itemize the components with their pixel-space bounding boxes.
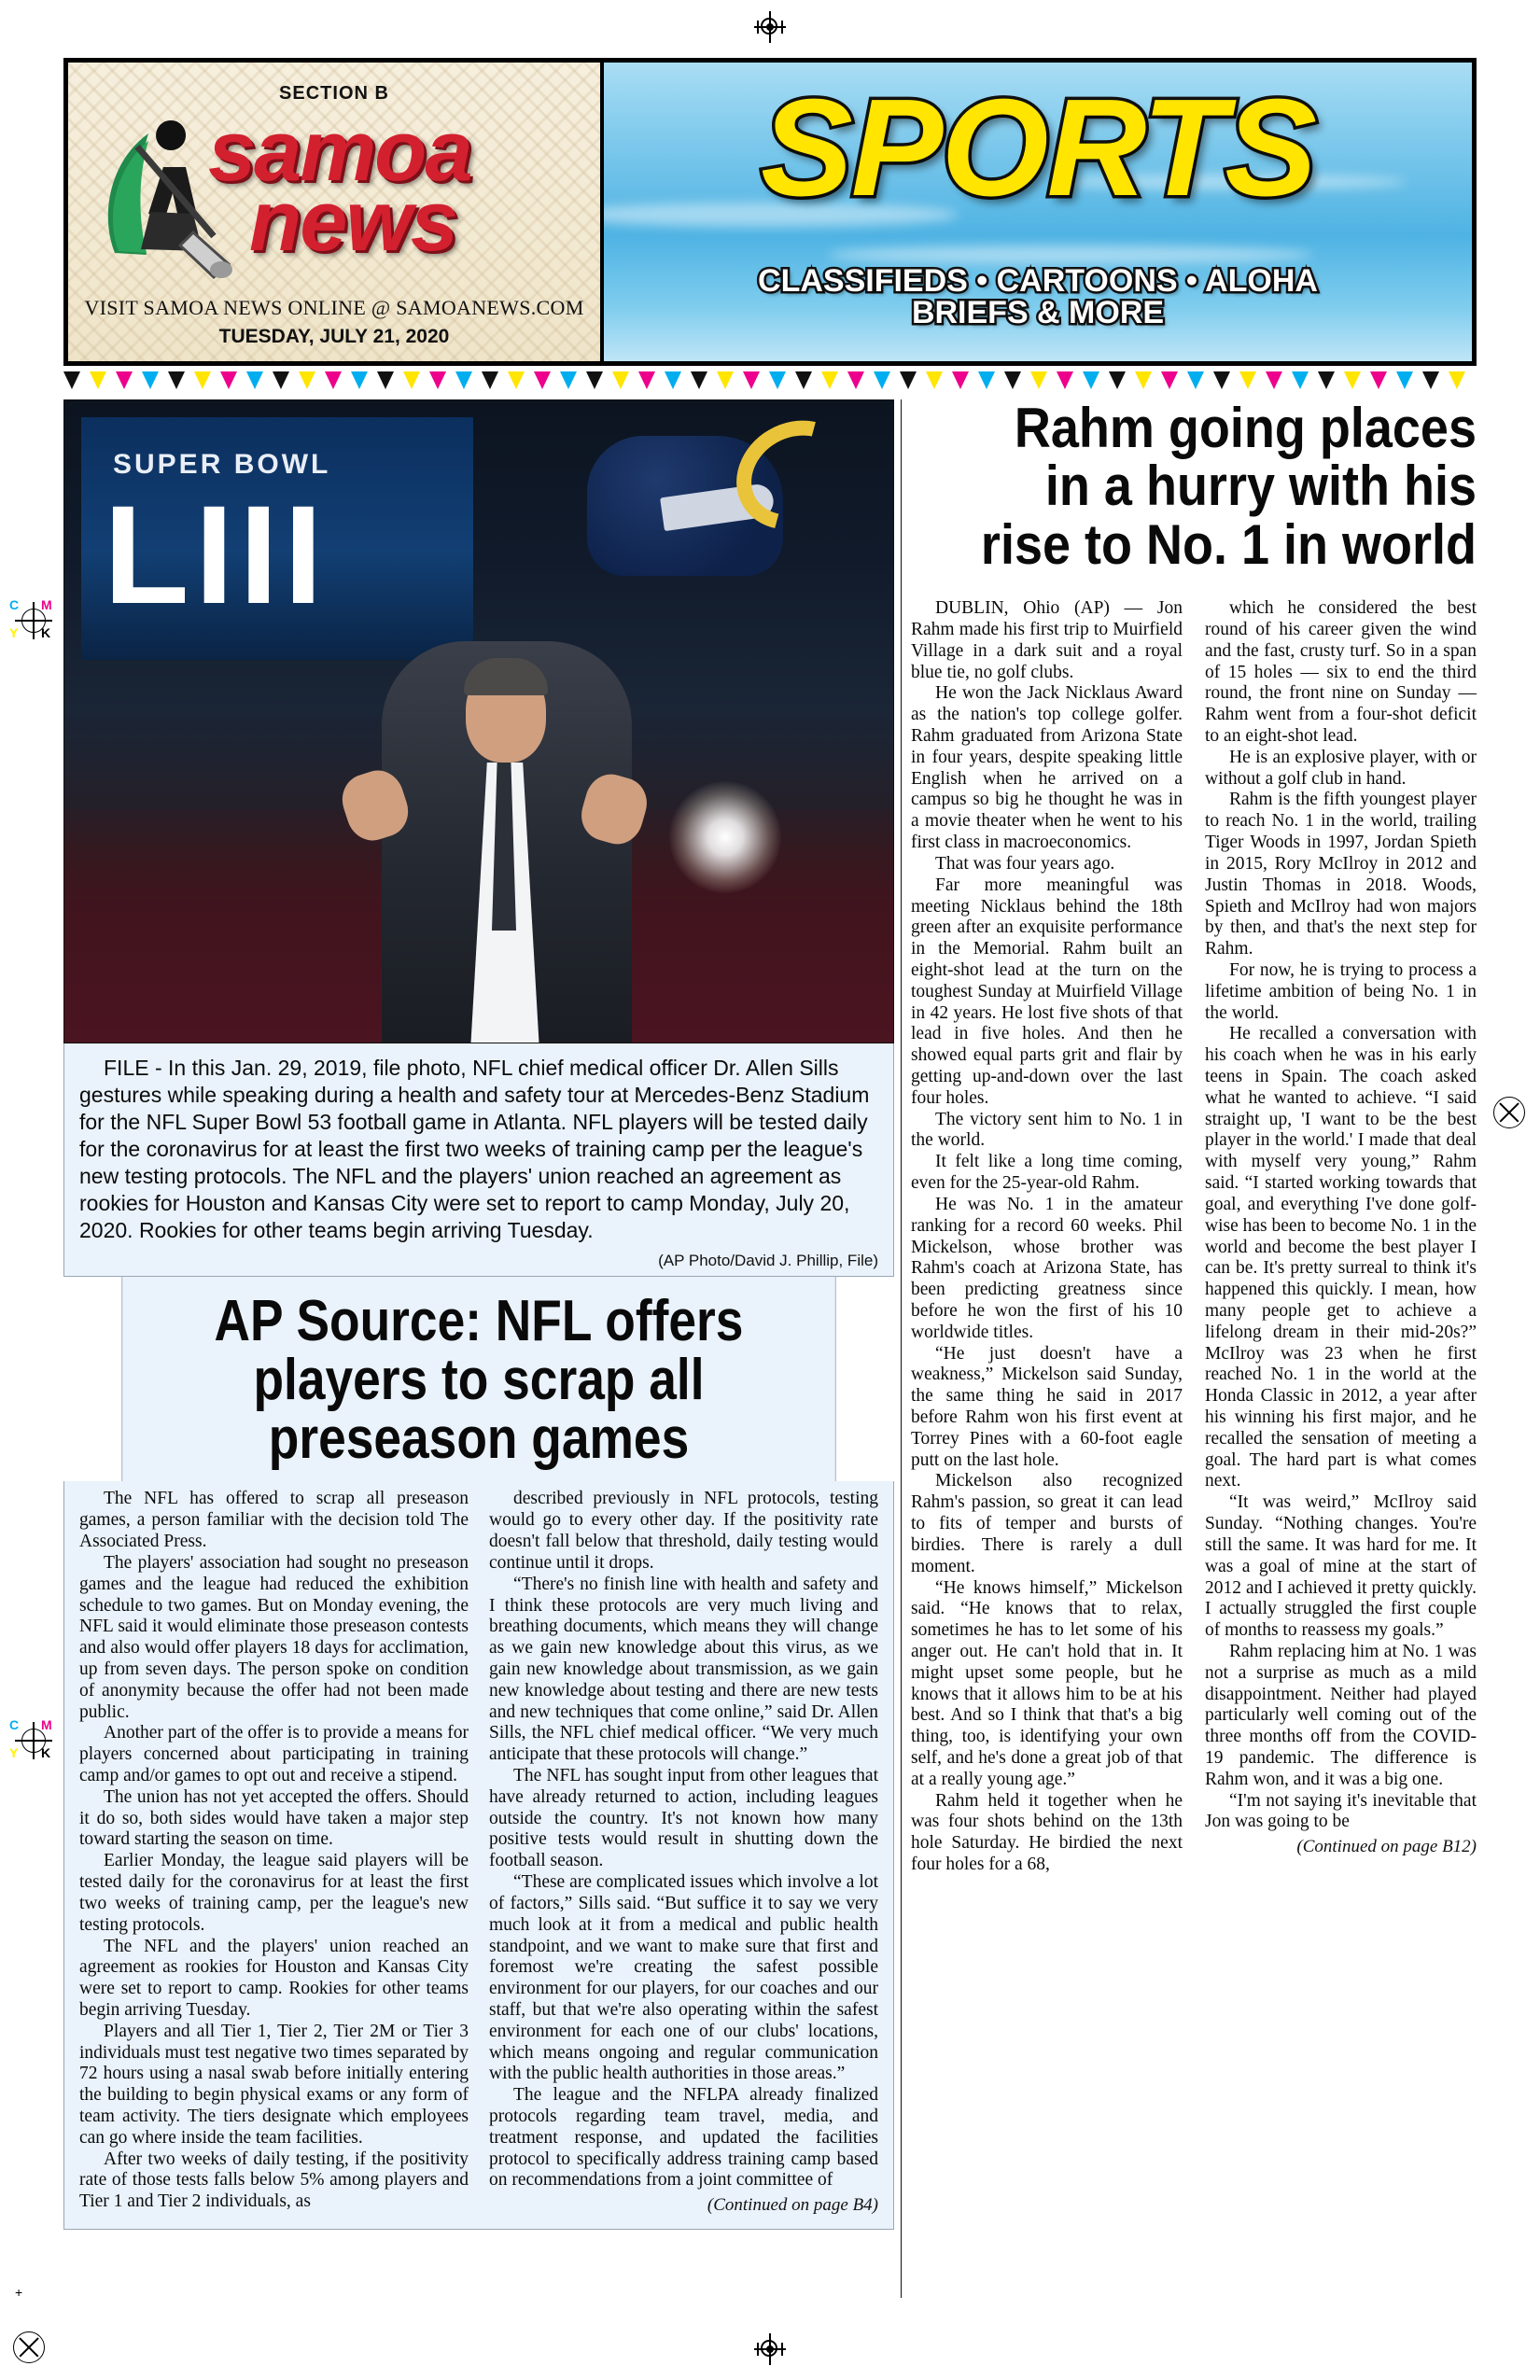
banner-sub-line-2: BRIEFS & MORE — [911, 295, 1165, 331]
newspaper-page — [63, 58, 1477, 2298]
photo-caption-text: FILE - In this Jan. 29, 2019, file photo, NFL chief medical officer Dr. Allen Sills gestures while speaking during a health and safety tour at Mercedes-Benz Stadium for the NFL Super Bowl 53 football game in Atlanta. NFL players will be tested daily for the coronavirus for at least the first two weeks of training camp per the league's new testing protocols. The NFL and the players' union reached an agreement as rookies for Houston and Kansas City were set to report to camp Monday, July 20, 2020. Rookies for other teams begin arriving Tuesday. — [79, 1056, 870, 1242]
body-paragraph: Another part of the offer is to provide a means for players concerned about participating in training camp and/or games to opt out and receive a stipend. — [79, 1723, 469, 1786]
body-paragraph: Mickelson also recognized Rahm's passion, so great it can lead to fits of temper and bursts of birdies. There is rarely a dull moment. — [911, 1471, 1183, 1576]
sports-banner-subtitle — [604, 262, 1472, 331]
color-triangle — [220, 371, 237, 389]
logo-word-news: news — [249, 174, 457, 270]
color-triangle — [847, 371, 864, 389]
body-paragraph: The victory sent him to No. 1 in the world. — [911, 1109, 1183, 1151]
body-paragraph: The union has not yet accepted the offers. Should it do so, both sides would have taken a major step toward starting the season on time. — [79, 1786, 469, 1850]
body-paragraph: “It was weird,” McIlroy said Sunday. “Nothing changes. You're still the same. It was hard for me. It was a goal of mine at the start of 2012 and I achieved it pretty quickly. I actually struggled the first couple of months to reassess my goals.” — [1205, 1492, 1477, 1641]
section-label: SECTION B — [279, 83, 389, 104]
color-triangle — [1422, 371, 1439, 389]
color-triangle — [508, 371, 525, 389]
body-paragraph: That was four years ago. — [935, 853, 1115, 874]
color-triangle — [665, 371, 681, 389]
photo-credit: (AP Photo/David J. Phillip, File) — [658, 1251, 878, 1269]
body-paragraph: Rahm replacing him at No. 1 was not a surprise as much as a mild disappointment. Neither had played particularly well coming out of the three months off from the COVID-19 pandemic. The difference is Rahm won, and it was a big one. — [1205, 1641, 1477, 1789]
body-paragraph: “He just doesn't have a weakness,” Mickelson said Sunday, the same thing he said in 2017 before Rahm won his first event at Torrey Pines with a 60-foot eagle putt on the last hole. — [911, 1343, 1183, 1470]
color-triangle — [1187, 371, 1204, 389]
cmyk-m-label: M — [41, 597, 52, 612]
color-triangle — [638, 371, 655, 389]
cmyk-k-label: K — [41, 625, 51, 640]
camera-flare — [669, 781, 781, 893]
color-triangle — [612, 371, 629, 389]
cmyk-c-label-2: C — [9, 1717, 20, 1732]
color-triangle — [455, 371, 472, 389]
color-triangle — [377, 371, 394, 389]
masthead — [63, 58, 1477, 366]
golf-body — [911, 598, 1477, 1876]
color-triangle — [586, 371, 603, 389]
body-paragraph: Far more meaningful was meeting Nicklaus behind the 18th green after an exquisite performance in the Memorial. Rahm built an eight-shot lead at the turn on the toughest Sunday at Muirfield Village in 42 years. He lost five shots of that lead in five holes. And then he showed equal parts grit and flair by getting up-and-down over the last four holes. — [911, 875, 1183, 1108]
body-paragraph: The league and the NFLPA already finalized protocols regarding team travel, media, and treatment response, and updated the facilities protocol to specifically address training camp based on recommendations from a joint committee of — [489, 2085, 878, 2191]
nfl-article-block — [63, 399, 894, 2230]
body-paragraph: described previously in NFL protocols, testing would go to every other day. If the positivity rate doesn't fall below that threshold, daily testing would continue until it drops. — [489, 1489, 878, 1573]
crosshair-mark-bottom-left — [13, 2331, 45, 2363]
color-triangle — [1266, 371, 1282, 389]
registration-target-bottom — [754, 2333, 786, 2365]
color-triangle — [978, 371, 995, 389]
body-paragraph: He is an explosive player, with or without a golf club in hand. — [1205, 747, 1477, 789]
color-registration-triangle-bar — [63, 371, 1477, 392]
color-triangle — [482, 371, 498, 389]
color-triangle — [926, 371, 943, 389]
cmyk-y-label: Y — [9, 625, 19, 640]
color-triangle — [168, 371, 185, 389]
cmyk-m-label-2: M — [41, 1717, 52, 1732]
color-triangle — [194, 371, 211, 389]
plus-mark: + — [15, 2285, 23, 2300]
logo-word-samoa: samoa — [208, 104, 471, 199]
super-bowl-numeral: LIII — [104, 476, 329, 633]
color-triangle — [743, 371, 760, 389]
color-triangle — [1135, 371, 1152, 389]
body-paragraph: “There's no finish line with health and safety and I think these protocols are very much living and breathing documents, which means they will change as we gain new knowledge about this virus, as we gain new knowledge about transmission, as we gain new knowledge about testing and there are new tests and new techniques that come online,” said Dr. Allen Sills, the NFL chief medical officer. “We very much anticipate that these protocols will change.” — [489, 1574, 878, 1765]
cmyk-c-label: C — [9, 597, 20, 612]
stadium-jumbotron — [81, 417, 473, 660]
body-paragraph: He was No. 1 in the amateur ranking for a record 60 weeks. Phil Mickelson, whose brother was Rahm's coach at Arizona State, has been predicting greatness since before he won the first of his 10 worldwide titles. — [911, 1194, 1183, 1342]
body-paragraph: For now, he is trying to process a lifetime ambition of being No. 1 in the world. — [1205, 959, 1477, 1023]
nfl-body — [63, 1481, 894, 2230]
nfl-photo — [63, 399, 894, 1043]
color-triangle — [403, 371, 420, 389]
body-paragraph: The players' association had sought no preseason games and the league had reduced the exhibition schedule to two games. But on Monday evening, the NFL said it would eliminate those preseason contests and also would offer players 18 days for acclimation, up from seven days. The person spoke on condition of anonymity because the offer had not been made public. — [79, 1552, 469, 1722]
masthead-date: TUESDAY, JULY 21, 2020 — [218, 326, 450, 347]
color-triangle — [325, 371, 342, 389]
sports-banner-title: SPORTS — [761, 71, 1315, 225]
color-triangle — [1449, 371, 1465, 389]
color-triangle — [1161, 371, 1178, 389]
body-paragraph: It felt like a long time coming, even for the 25-year-old Rahm. — [911, 1152, 1183, 1194]
color-triangle — [273, 371, 289, 389]
photo-caption — [79, 1055, 878, 1244]
color-triangle — [1292, 371, 1309, 389]
body-paragraph: After two weeks of daily testing, if the positivity rate of those tests falls below 5% among players and Tier 1 and Tier 2 individuals, as — [79, 2149, 469, 2212]
body-paragraph: Rahm held it together when he was four shots behind on the 13th hole Saturday. He birdied the next four holes for a 68, — [911, 1790, 1183, 1875]
cmyk-color-bar-top — [7, 597, 60, 651]
body-paragraph: The NFL and the players' union reached an agreement as rookies for Houston and Kansas City were set to report to camp. Rookies for other teams begin arriving Tuesday. — [79, 1936, 469, 2020]
body-paragraph: Players and all Tier 1, Tier 2, Tier 2M or Tier 3 individuals must test negative two times separated by 72 hours using a nasal swab before initially entering the building to begin physical exams or any form of team activity. The tiers designate which employees can go where inside the team facilities. — [79, 2021, 469, 2148]
body-paragraph: Rahm is the fifth youngest player to reach No. 1 in the world, trailing Tiger Woods in 1997, Jordan Spieth in 2015, Rory McIlroy in 2012 and Justin Thomas in 2018. Woods, Spieth and McIlroy had won majors by then, and that's the next step for Rahm. — [1205, 790, 1477, 959]
body-paragraph: DUBLIN, Ohio (AP) — Jon Rahm made his first trip to Muirfield Village in a dark suit and a royal blue tie, no golf clubs. — [911, 598, 1183, 682]
color-triangle — [351, 371, 368, 389]
masthead-website-line: VISIT SAMOA NEWS ONLINE @ SAMOANEWS.COM — [84, 296, 584, 319]
body-paragraph: “He knows himself,” Mickelson said. “He knows that to relax, sometimes he has to let some of his anger out. He can't hold that in. It might upset some people, but he knows that it allows him to be at his best. And so I think that that's a big thing, too, is identifying your own self, and he's done a great job of that at a really young age.” — [911, 1577, 1183, 1789]
body-paragraph: He recalled a conversation with his coach when he was in his early teens in Spain. The coach asked what he wanted to achieve. “I said straight up, 'I want to be the best player in the world.' I made that deal with myself very young,” Rahm said. “I started working towards that goal, and everything I've done golf-wise has been to become No. 1 in the world and become the best player I can be. It's pretty surreal to think it's happened this quickly. I mean, how many people get to achieve a lifelong dream in their mid-20s?” McIlroy was 23 when he first reached No. 1 in the world at the Honda Classic in 2012, a year after his winning his first major, and he recalled the sensation of meeting a goal. The hard part is what comes next. — [1205, 1024, 1477, 1491]
color-triangle — [1396, 371, 1413, 389]
super-bowl-text: SUPER BOWL — [113, 449, 331, 480]
column-divider — [901, 399, 902, 2298]
body-paragraph: “These are complicated issues which involve a lot of factors,” Sills said. “But suffice it to say we very much look at it from a medical and public health standpoint, and we want to make sure that first and foremost we're creating the safest possible environment for our players, for our coaches and our staff, but that we're also operating within the safest environment for each one of our clubs' locations, which means ongoing and regular communication with the public health authorities in those areas.” — [489, 1872, 878, 2084]
nfl-headline: AP Source: NFL offers players to scrap all preseason games — [121, 1277, 835, 1482]
color-triangle — [1344, 371, 1361, 389]
registration-target-top — [754, 11, 786, 43]
cmyk-color-bar-bottom — [7, 1717, 60, 1771]
body-paragraph: Earlier Monday, the league said players will be tested daily for the coronavirus for at least the first two weeks of training camp, per the league's new testing protocols. — [79, 1851, 469, 1935]
photo-caption-box — [63, 1043, 894, 1277]
color-triangle — [142, 371, 159, 389]
nfl-continued-note: (Continued on page B4) — [707, 2195, 878, 2216]
color-triangle — [1370, 371, 1387, 389]
color-triangle — [560, 371, 577, 389]
color-triangle — [1030, 371, 1047, 389]
color-triangle — [534, 371, 551, 389]
body-paragraph: He won the Jack Nicklaus Award as the nation's top college golfer. Rahm graduated from Arizona State in four years, despite speaking little English when he arrived on a campus so big he thought he was in a movie theater when he went to his first class in macroeconomics. — [911, 683, 1183, 853]
color-triangle — [1239, 371, 1256, 389]
samoa-news-logo — [68, 104, 600, 285]
banner-sub-line-1: CLASSIFIEDS • CARTOONS • ALOHA — [758, 262, 1318, 299]
body-paragraph: “I'm not saying it's inevitable that Jon was going to be — [1205, 1790, 1477, 1832]
body-paragraph: which he considered the best round of his career given the wind and the fast, crusty turf. So in a span of 15 holes — six to end the third round, the front nine on Sunday — Rahm went from a four-shot deficit to an eight-shot lead. — [1205, 598, 1477, 747]
nfl-column-2 — [489, 1489, 878, 2216]
color-triangle — [1318, 371, 1335, 389]
color-triangle — [874, 371, 890, 389]
color-triangle — [952, 371, 969, 389]
page-content — [63, 399, 1477, 2298]
sports-banner — [604, 63, 1472, 361]
color-triangle — [1083, 371, 1099, 389]
color-triangle — [246, 371, 263, 389]
color-triangle — [1213, 371, 1230, 389]
golf-headline: Rahm going places in a hurry with his rise to No. 1 in world — [980, 397, 1477, 576]
color-triangle — [1109, 371, 1126, 389]
golf-column-1 — [911, 598, 1183, 1876]
color-triangle — [821, 371, 838, 389]
color-triangle — [900, 371, 917, 389]
color-triangle — [691, 371, 707, 389]
color-triangle — [429, 371, 446, 389]
color-triangle — [1004, 371, 1021, 389]
golf-article-block — [911, 399, 1477, 1876]
color-triangle — [116, 371, 133, 389]
color-triangle — [769, 371, 786, 389]
masthead-nameplate — [68, 63, 604, 361]
color-triangle — [63, 371, 80, 389]
body-paragraph: The NFL has offered to scrap all preseason games, a person familiar with the decision told The Associated Press. — [79, 1489, 469, 1552]
golf-column-2 — [1205, 598, 1477, 1876]
crosshair-mark-right — [1493, 1097, 1525, 1128]
nfl-column-1 — [79, 1489, 469, 2216]
color-triangle — [1057, 371, 1073, 389]
color-triangle — [795, 371, 812, 389]
cmyk-k-label-2: K — [41, 1745, 51, 1760]
color-triangle — [717, 371, 734, 389]
body-paragraph: The NFL has sought input from other leagues that have already returned to action, including leagues outside the country. It's not known how many positive tests would result in shutting down the football season. — [489, 1766, 878, 1871]
color-triangle — [299, 371, 315, 389]
color-triangle — [90, 371, 106, 389]
cmyk-y-label-2: Y — [9, 1745, 19, 1760]
golf-continued-note: (Continued on page B12) — [1296, 1837, 1477, 1857]
